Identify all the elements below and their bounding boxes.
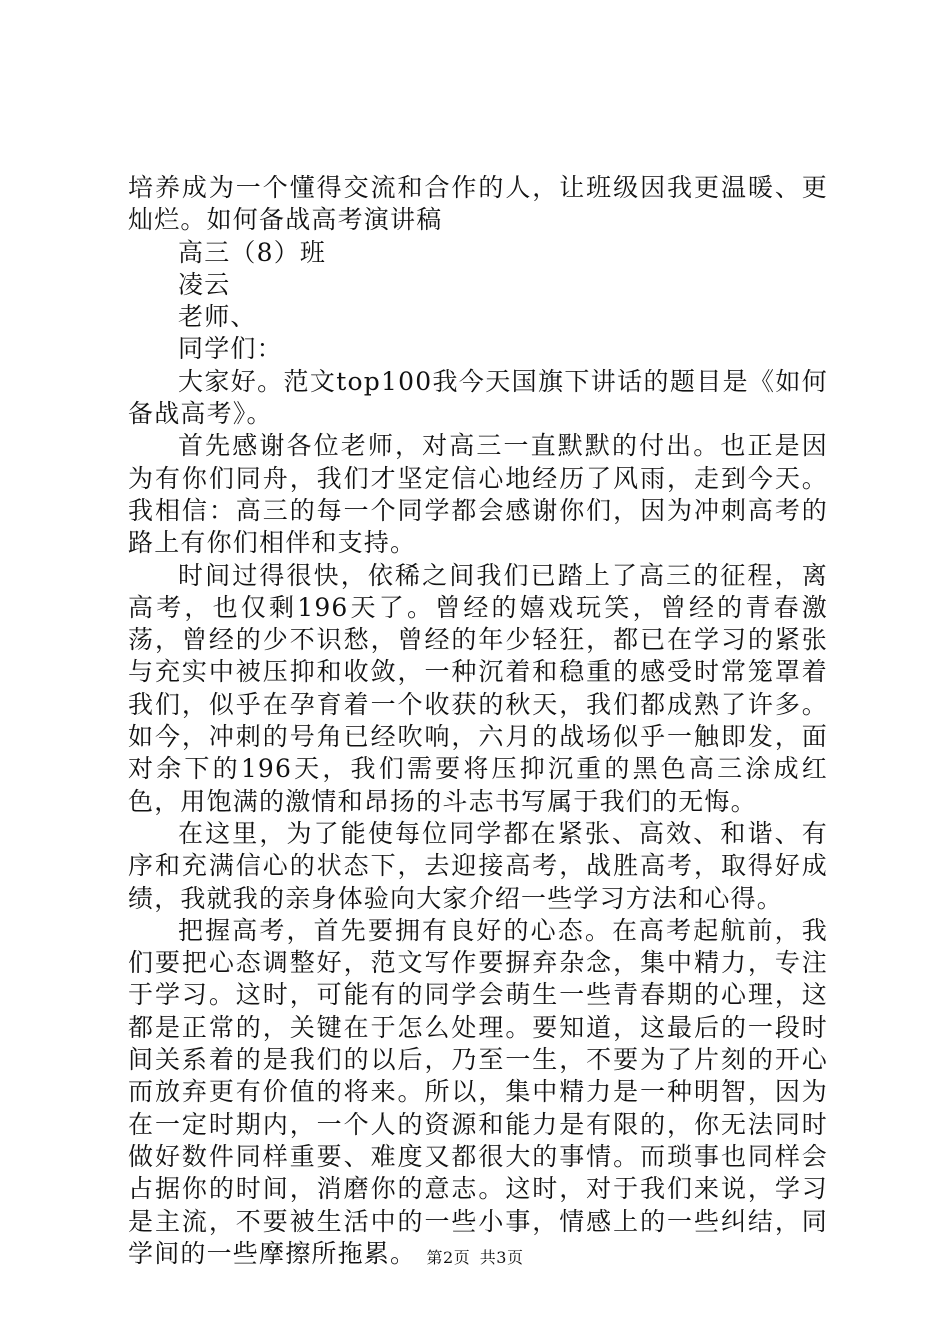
paragraph: 老师、 xyxy=(178,302,257,332)
paragraph: 凌云 xyxy=(178,269,231,299)
page-footer xyxy=(0,1245,950,1268)
page-number: 第2页 xyxy=(426,1248,471,1267)
paragraph: 高三（8）班 xyxy=(178,237,327,267)
paragraph: 在这里，为了能使每位同学都在紧张、高效、和谐、有序和充满信心的状态下，去迎接高考，战胜高考，取得好成绩，我就我的亲身体验向大家介绍一些学习方法和心得。 xyxy=(128,818,828,913)
paragraph: 把握高考，首先要拥有良好的心态。在高考起航前，我们要把心态调整好，范文写作要摒弃杂念，集中精力，专注于学习。这时，可能有的同学会萌生一些青春期的心理，这都是正常的，关键在于怎么处理。要知道，这最后的一段时间关系着的是我们的以后，乃至一生，不要为了片刻的开心而放弃更有价值的将来。所以，集中精力是一种明智，因为在一定时期内，一个人的资源和能力是有限的，你无法同时做好数件同样重要、难度又都很大的事情。而琐事也同样会占据你的时间，消磨你的意志。这时，对于我们来说，学习是主流，不要被生活中的一些小事，情感上的一些纠结，同学间的一些摩擦所拖累。 xyxy=(128,915,828,1268)
paragraph: 同学们： xyxy=(178,334,283,364)
paragraph: 培养成为一个懂得交流和合作的人，让班级因我更温暖、更灿烂。如何备战高考演讲稿 xyxy=(128,173,828,235)
paragraph: 大家好。范文top100我今天国旗下讲话的题目是《如何备战高考》。 xyxy=(128,366,828,429)
page-total: 共3页 xyxy=(479,1248,524,1267)
paragraph: 首先感谢各位老师，对高三一直默默的付出。也正是因为有你们同舟，我们才坚定信心地经历了风雨，走到今天。我相信：高三的每一个同学都会感谢你们，因为冲刺高考的路上有你们相伴和支持。 xyxy=(128,431,828,558)
paragraph: 时间过得很快，依稀之间我们已踏上了高三的征程，离高考，也仅剩196天了。曾经的嬉戏玩笑，曾经的青春激荡，曾经的少不识愁，曾经的年少轻狂，都已在学习的紧张与充实中被压抑和收敛，一种沉着和稳重的感受时常笼罩着我们，似乎在孕育着一个收获的秋天，我们都成熟了许多。如今，冲刺的号角已经吹响，六月的战场似乎一触即发，面对余下的196天，我们需要将压抑沉重的黑色高三涂成红色，用饱满的激情和昂扬的斗志书写属于我们的无悔。 xyxy=(128,560,828,816)
document-body xyxy=(128,172,828,1270)
